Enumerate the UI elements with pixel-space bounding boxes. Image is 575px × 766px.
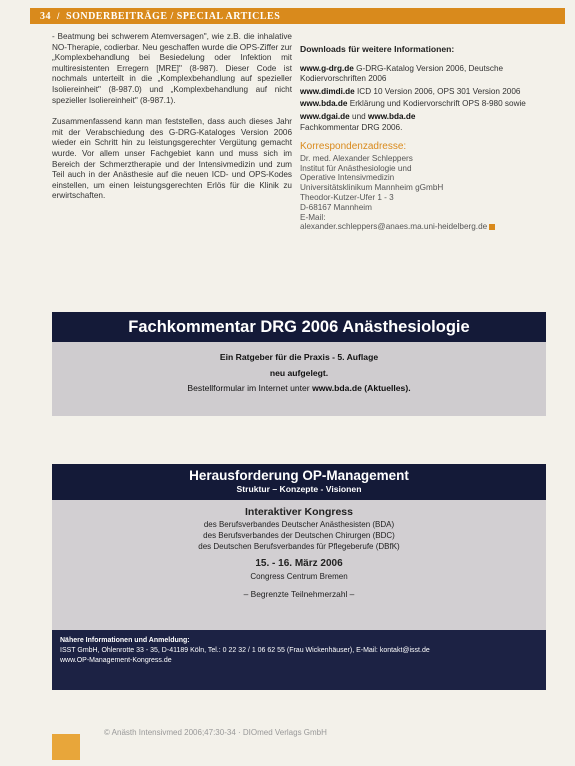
correspondence-heading: Korrespondenzadresse: (300, 141, 407, 153)
info-contact: ISST GmbH, Ohlenrotte 33 - 35, D-41189 Köln, Tel.: 0 22 32 / 1 06 62 55 (Frau Wickenhäuser), E-Mail: kontakt@isst.de (60, 647, 430, 654)
download-item: www.bda.de Erklärung und Kodiervorschrift OPS 8-980 sowie (300, 99, 526, 109)
congress-date: 15. - 16. März 2006 (255, 558, 343, 569)
ad-fachkommentar-title: Fachkommentar DRG 2006 Anästhesiologie (128, 317, 470, 336)
download-link[interactable]: www.bda.de (367, 111, 416, 121)
paragraph-1: - Beatmung bei schwerem Atemversagen", wie z.B. die inhalative NO-Therapie, codierbar. Neu geschaffen wurde die OPS-Ziffer zur „Komplexbehandlung bei Besiedelung oder Infektion mit multiresistenten Erregern [MRE]" (8-987). Dieser Code ist nochmals unterteilt in die „Komplexbehandlung auf spezieller Isoliereinheit" (8-987.0) und „Komplexbehandlung auf nicht spezieller Isoliereinheit" (8-987.1). (52, 32, 292, 105)
ad-fachkommentar-body: Ein Ratgeber für die Praxis - 5. Auflage neu aufgelegt. Bestellformular im Internet unter www.bda.de (Aktuelles). (52, 342, 546, 416)
download-item: www.dimdi.de ICD 10 Version 2006, OPS 301 Version 2006 (300, 86, 521, 96)
download-link[interactable]: www.dimdi.de (300, 86, 355, 96)
participant-limit: – Begrenzte Teilnehmerzahl – (243, 589, 355, 599)
header-bar (30, 8, 565, 24)
ad-congress-info (52, 630, 546, 690)
end-mark-icon (489, 224, 495, 230)
download-link[interactable]: www.dgai.de (300, 111, 350, 121)
organizer: des Deutschen Berufsverbandes für Pflegeberufe (DBfK) (198, 542, 400, 551)
downloads-heading: Downloads für weitere Informationen: (300, 44, 455, 54)
email-link[interactable]: alexander.schleppers@anaes.ma.uni-heidelberg.de (300, 222, 488, 232)
right-column (300, 44, 535, 232)
ad-congress-title: Herausforderung OP-Management (189, 468, 409, 483)
paragraph-2: Zusammenfassend kann man feststellen, dass auch dieses Jahr mit der Verabschiedung des G-DRG-Kataloges Version 2006 wieder ein Schritt hin zu leistungsgerechter Vergütung gemacht wurde. Vor allem unser Fachgebiet kann und muss sich im Bereich der Schmerztherapie und der Intensivmedizin und zum Teil auch in der Anästhesie auf die neuen ICD- und OPS-Kodes einstellen, um einen leistungsgerechten Erlös für die Klinik zu erwirtschaften. (52, 117, 292, 201)
download-link[interactable]: www.g-drg.de (300, 63, 354, 73)
header-separator: / (57, 11, 61, 21)
ad-congress-subtitle: Struktur – Konzepte - Visionen (236, 484, 362, 494)
footer-citation: © Anästh Intensivmed 2006;47:30-34 · DIOmed Verlags GmbH (104, 728, 327, 737)
footer-color-block (52, 734, 80, 760)
left-column (52, 32, 292, 213)
ad-fachkommentar (52, 312, 546, 416)
download-item: www.dgai.de und www.bda.de Fachkommentar DRG 2006. (300, 111, 416, 132)
info-heading: Nähere Informationen und Anmeldung: (60, 637, 190, 644)
organizer: des Berufsverbandes der Deutschen Chirurgen (BDC) (203, 531, 395, 540)
congress-website-link[interactable]: www.OP-Management-Kongress.de (60, 657, 172, 664)
ad-congress (52, 464, 546, 690)
page-number: 34 (40, 10, 51, 22)
download-link[interactable]: www.bda.de (300, 99, 348, 109)
congress-venue: Congress Centrum Bremen (250, 572, 348, 581)
section-title: SONDERBEITRÄGE / SPECIAL ARTICLES (66, 10, 281, 22)
ad-congress-title-bar (52, 464, 546, 500)
kongress-label: Interaktiver Kongress (245, 506, 353, 518)
download-item: www.g-drg.de G-DRG-Katalog Version 2006, Deutsche Kodiervorschriften 2006 (300, 63, 504, 84)
ad-congress-details (52, 500, 546, 630)
bda-link[interactable]: www.bda.de (Aktuelles). (312, 383, 411, 393)
correspondence-address: Dr. med. Alexander Schleppers Institut für Anästhesiologie und Operative Intensivmedizin Universitätsklinikum Mannheim gGmbH Theodor-Kutzer-Ufer 1 - 3 D-68167 Mannheim E-Mail: alexander.schleppers@anaes.ma.uni-heidelberg.de (300, 154, 535, 232)
organizer: des Berufsverbandes Deutscher Anästhesisten (BDA) (203, 520, 395, 529)
ad-fachkommentar-title-bar (52, 312, 546, 342)
